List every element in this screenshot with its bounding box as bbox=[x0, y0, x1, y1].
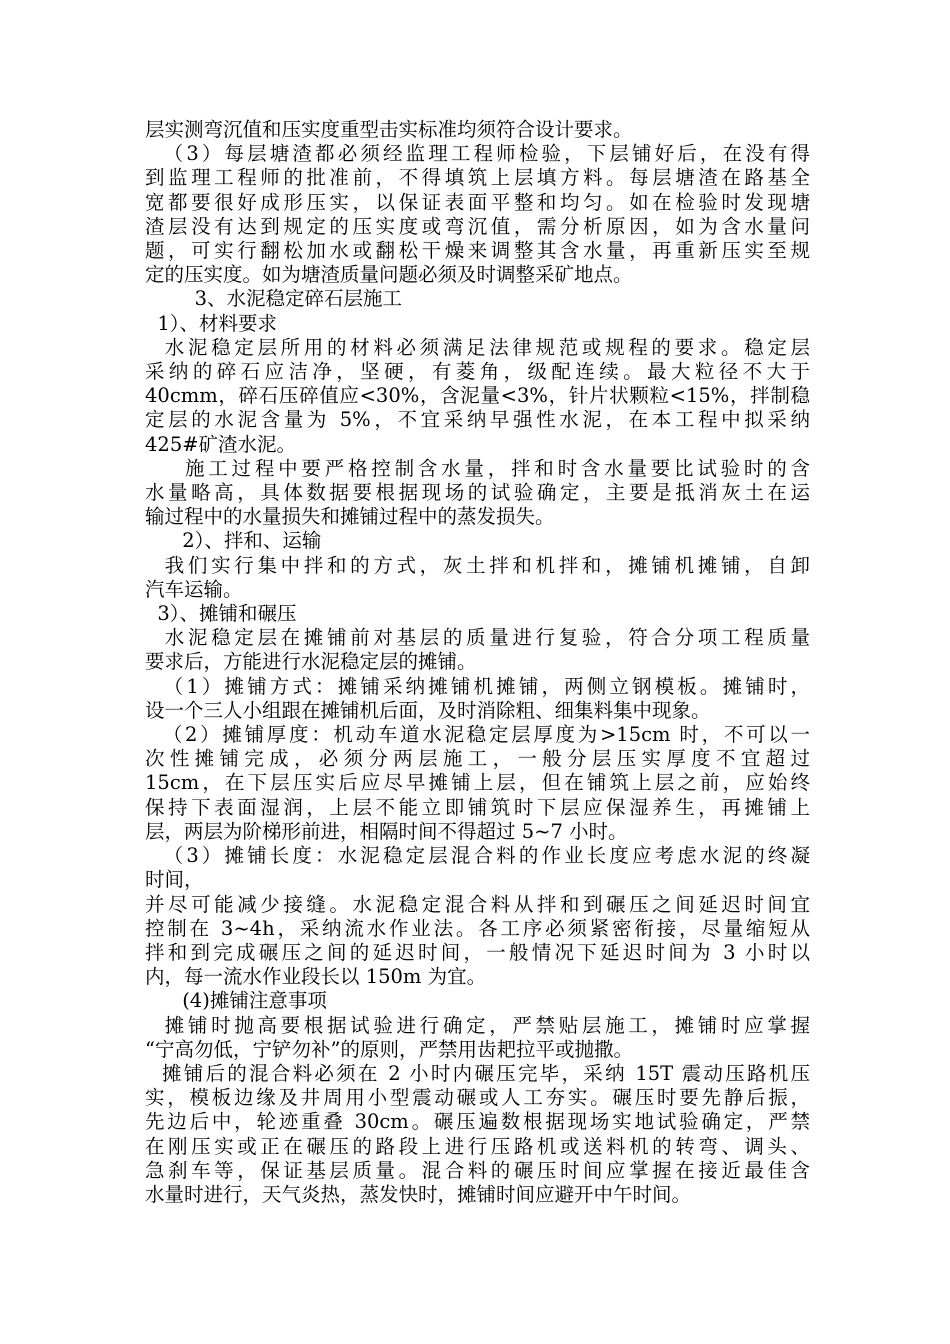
text-line: 2）、拌和、运输 bbox=[145, 529, 322, 553]
text-line: 425#矿渣水泥。 bbox=[145, 432, 297, 456]
text-line: 宽都要很好成形压实，以保证表面平整和均匀。如在检验时发现塘 bbox=[145, 190, 810, 214]
text-line: 1）、材料要求 bbox=[145, 311, 278, 335]
text-line: 水量时进行，天气炎热，蒸发快时，摊铺时间应避开中午时间。 bbox=[145, 1182, 692, 1206]
text-line: 保持下表面湿润，上层不能立即铺筑时下层应保湿养生，再摊铺上 bbox=[145, 795, 810, 819]
text-line: 3）、摊铺和碾压 bbox=[145, 602, 297, 626]
text-line: 层实测弯沉值和压实度重型击实标准均须符合设计要求。 bbox=[145, 118, 633, 141]
text-line: 次性摊铺完成，必须分两层施工，一般分层压实厚度不宜超过 bbox=[145, 747, 810, 771]
text-line: 汽车运输。 bbox=[145, 577, 243, 601]
text-line: 层，两层为阶梯形前进，相隔时间不得超过 5~7 小时。 bbox=[145, 819, 628, 843]
text-line: 时间， bbox=[145, 868, 204, 892]
text-line: 先边后中，轮迹重叠 30cm。碾压遍数根据现场实地试验确定，严禁 bbox=[145, 1110, 810, 1134]
text-line: 输过程中的水量损失和摊铺过程中的蒸发损失。 bbox=[145, 505, 555, 529]
text-line: 摊铺后的混合料必须在 2 小时内碾压完毕，采纳 15T 震动压路机压 bbox=[145, 1061, 810, 1085]
text-line: 急刹车等，保证基层质量。混合料的碾压时间应掌握在接近最佳含 bbox=[145, 1158, 810, 1182]
text-line: 实，模板边缘及井周用小型震动碾或人工夯实。碾压时要先静后振， bbox=[145, 1086, 810, 1110]
text-line: (4)摊铺注意事项 bbox=[145, 989, 327, 1013]
text-line: 施工过程中要严格控制含水量，拌和时含水量要比试验时的含 bbox=[145, 456, 810, 480]
text-line: （3）摊铺长度：水泥稳定层混合料的作业长度应考虑水泥的终凝 bbox=[145, 844, 810, 868]
text-line: 控制在 3~4h，采纳流水作业法。各工序必须紧密衔接，尽量缩短从 bbox=[145, 916, 810, 940]
text-line: 渣层没有达到规定的压实度或弯沉值，需分析原因，如为含水量问 bbox=[145, 214, 810, 238]
text-line: 水泥稳定层在摊铺前对基层的质量进行复验，符合分项工程质量 bbox=[145, 626, 810, 650]
text-line: 设一个三人小组跟在摊铺机后面，及时消除粗、细集料集中现象。 bbox=[145, 698, 711, 722]
text-line: 在刚压实或正在碾压的路段上进行压路机或送料机的转弯、调头、 bbox=[145, 1134, 810, 1158]
text-line: 定层的水泥含量为 5%，不宜采纳早强性水泥，在本工程中拟采纳 bbox=[145, 408, 810, 432]
text-line: 并尽可能减少接缝。水泥稳定混合料从拌和到碾压之间延迟时间宜 bbox=[145, 892, 810, 916]
text-line: 题，可实行翻松加水或翻松干燥来调整其含水量，再重新压实至规 bbox=[145, 239, 810, 263]
text-line: 3、水泥稳定碎石层施工 bbox=[145, 287, 402, 311]
text-line: 水泥稳定层所用的材料必须满足法律规范或规程的要求。稳定层 bbox=[145, 335, 810, 359]
text-line: 采纳的碎石应洁净，坚硬，有菱角，级配连续。最大粒径不大于 bbox=[145, 360, 810, 384]
text-line: 到监理工程师的批准前，不得填筑上层填方料。每层塘渣在路基全 bbox=[145, 166, 810, 190]
text-line: （1）摊铺方式：摊铺采纳摊铺机摊铺，两侧立钢模板。摊铺时， bbox=[145, 674, 810, 698]
text-line: “宁高勿低，宁铲勿补”的原则，严禁用齿耙拉平或抛撒。 bbox=[145, 1037, 633, 1061]
text-line: 水量略高，具体数据要根据现场的试验确定，主要是抵消灰土在运 bbox=[145, 481, 810, 505]
text-line: 拌和到完成碾压之间的延迟时间，一般情况下延迟时间为 3 小时以 bbox=[145, 940, 810, 964]
text-line: 40cmm，碎石压碎值应<30%，含泥量<3%，针片状颗粒<15%，拌制稳 bbox=[145, 384, 810, 408]
text-line: 内，每一流水作业段长以 150m 为宜。 bbox=[145, 965, 487, 989]
text-line: 15cm，在下层压实后应尽早摊铺上层，但在铺筑上层之前，应始终 bbox=[145, 771, 810, 795]
text-line: （3）每层塘渣都必须经监理工程师检验，下层铺好后，在没有得 bbox=[145, 142, 810, 166]
text-line: 摊铺时抛高要根据试验进行确定，严禁贴层施工，摊铺时应掌握 bbox=[145, 1013, 810, 1037]
text-line: （2）摊铺厚度：机动车道水泥稳定层厚度为>15cm 时，不可以一 bbox=[145, 723, 810, 747]
document-page bbox=[145, 118, 810, 1207]
text-line: 我们实行集中拌和的方式，灰土拌和机拌和，摊铺机摊铺，自卸 bbox=[145, 553, 810, 577]
text-line: 要求后，方能进行水泥稳定层的摊铺。 bbox=[145, 650, 477, 674]
text-line: 定的压实度。如为塘渣质量问题必须及时调整采矿地点。 bbox=[145, 263, 633, 287]
